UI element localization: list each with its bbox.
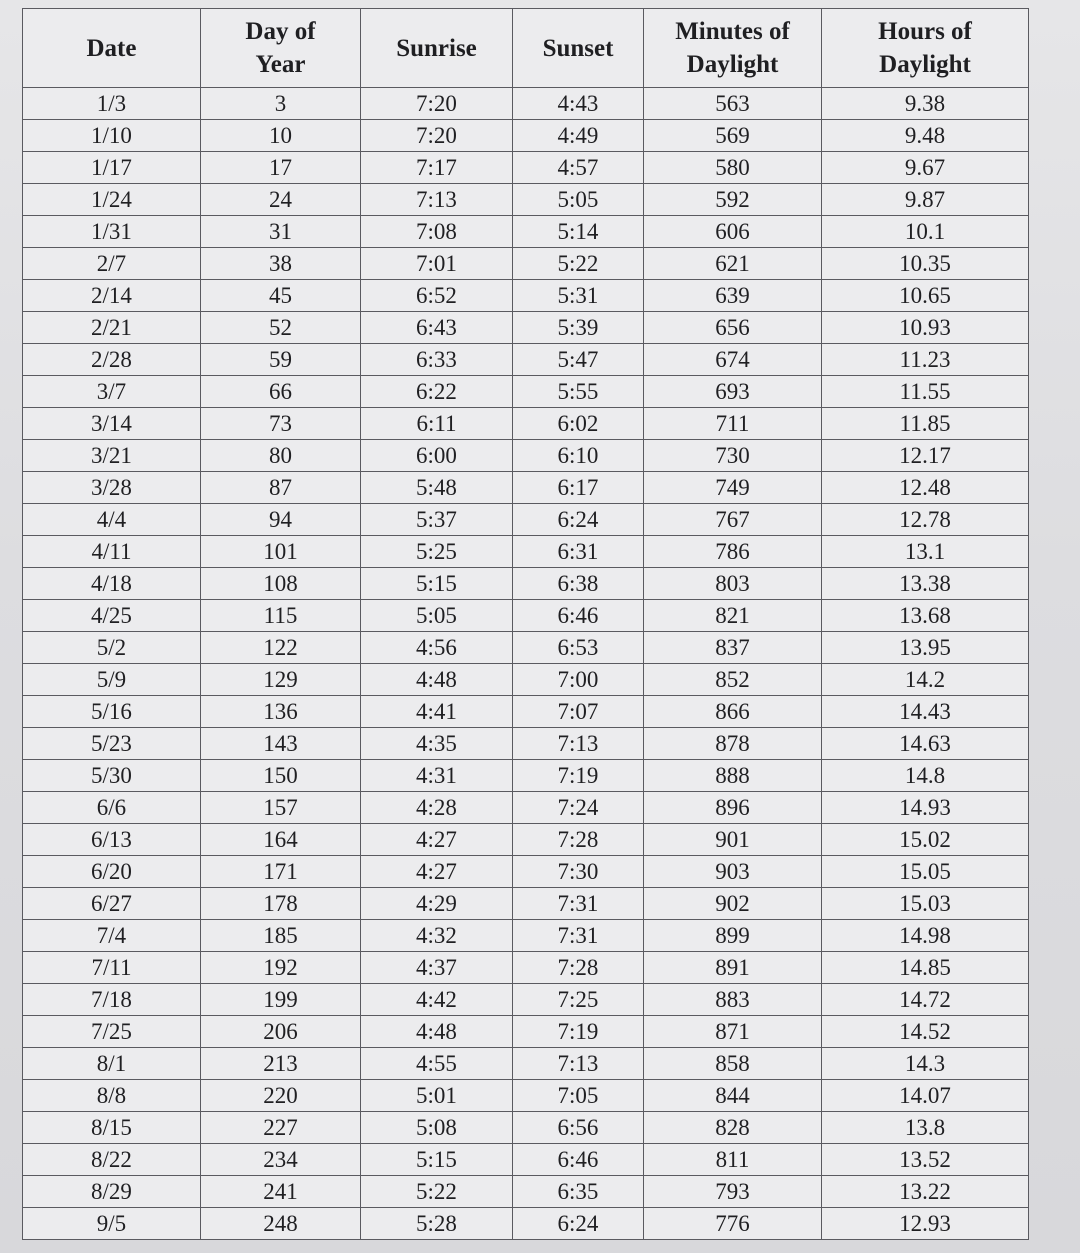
day-of-year-cell: 115 [201, 600, 361, 632]
hours-cell: 14.93 [822, 792, 1029, 824]
day-of-year-cell: 108 [201, 568, 361, 600]
sunrise-cell: 4:55 [361, 1048, 513, 1080]
hours-cell: 14.52 [822, 1016, 1029, 1048]
sunset-cell: 5:39 [513, 312, 644, 344]
header-day-of-year [201, 9, 361, 88]
minutes-cell: 749 [644, 472, 822, 504]
sunset-cell: 5:55 [513, 376, 644, 408]
day-of-year-cell: 45 [201, 280, 361, 312]
table-row [23, 856, 1029, 888]
hours-cell: 13.38 [822, 568, 1029, 600]
minutes-cell: 711 [644, 408, 822, 440]
date-cell: 6/13 [23, 824, 201, 856]
table-row [23, 824, 1029, 856]
sunset-cell: 7:30 [513, 856, 644, 888]
sunrise-cell: 4:42 [361, 984, 513, 1016]
minutes-cell: 844 [644, 1080, 822, 1112]
day-of-year-cell: 73 [201, 408, 361, 440]
date-cell: 9/5 [23, 1208, 201, 1240]
table-row [23, 504, 1029, 536]
sunset-cell: 7:28 [513, 952, 644, 984]
date-cell: 8/22 [23, 1144, 201, 1176]
sunrise-cell: 5:22 [361, 1176, 513, 1208]
sunset-cell: 6:38 [513, 568, 644, 600]
sunset-cell: 7:13 [513, 728, 644, 760]
day-of-year-cell: 185 [201, 920, 361, 952]
hours-cell: 14.98 [822, 920, 1029, 952]
header-date [23, 9, 201, 88]
day-of-year-cell: 199 [201, 984, 361, 1016]
table-row [23, 472, 1029, 504]
hours-cell: 9.87 [822, 184, 1029, 216]
day-of-year-cell: 66 [201, 376, 361, 408]
sunrise-cell: 5:37 [361, 504, 513, 536]
hours-cell: 13.95 [822, 632, 1029, 664]
minutes-cell: 786 [644, 536, 822, 568]
sunset-cell: 7:28 [513, 824, 644, 856]
minutes-cell: 811 [644, 1144, 822, 1176]
date-cell: 3/21 [23, 440, 201, 472]
table-row [23, 600, 1029, 632]
table-row [23, 888, 1029, 920]
hours-cell: 14.85 [822, 952, 1029, 984]
table-row [23, 184, 1029, 216]
day-of-year-cell: 101 [201, 536, 361, 568]
header-sunrise-text: Sunrise [396, 34, 477, 62]
header-sunset [513, 9, 644, 88]
minutes-cell: 580 [644, 152, 822, 184]
day-of-year-cell: 234 [201, 1144, 361, 1176]
hours-cell: 10.1 [822, 216, 1029, 248]
minutes-cell: 639 [644, 280, 822, 312]
header-minutes-line1: Minutes of [675, 18, 790, 45]
table-row [23, 344, 1029, 376]
header-date-text: Date [86, 34, 137, 62]
day-of-year-cell: 248 [201, 1208, 361, 1240]
sunrise-cell: 7:17 [361, 152, 513, 184]
minutes-cell: 866 [644, 696, 822, 728]
table-row [23, 728, 1029, 760]
table-row [23, 760, 1029, 792]
date-cell: 5/16 [23, 696, 201, 728]
date-cell: 4/25 [23, 600, 201, 632]
minutes-cell: 693 [644, 376, 822, 408]
minutes-cell: 569 [644, 120, 822, 152]
table-row [23, 1048, 1029, 1080]
day-of-year-cell: 220 [201, 1080, 361, 1112]
sunset-cell: 6:46 [513, 600, 644, 632]
day-of-year-cell: 52 [201, 312, 361, 344]
table-row [23, 152, 1029, 184]
minutes-cell: 730 [644, 440, 822, 472]
sunrise-cell: 4:56 [361, 632, 513, 664]
table-row [23, 216, 1029, 248]
table-row [23, 1144, 1029, 1176]
sunrise-cell: 4:29 [361, 888, 513, 920]
day-of-year-cell: 59 [201, 344, 361, 376]
sunrise-cell: 7:13 [361, 184, 513, 216]
hours-cell: 9.67 [822, 152, 1029, 184]
hours-cell: 10.93 [822, 312, 1029, 344]
sunrise-cell: 6:11 [361, 408, 513, 440]
header-day-of-year-line2: Year [255, 51, 306, 78]
date-cell: 8/29 [23, 1176, 201, 1208]
day-of-year-cell: 129 [201, 664, 361, 696]
sunset-cell: 5:22 [513, 248, 644, 280]
date-cell: 2/14 [23, 280, 201, 312]
hours-cell: 12.78 [822, 504, 1029, 536]
sunrise-cell: 4:32 [361, 920, 513, 952]
day-of-year-cell: 122 [201, 632, 361, 664]
hours-cell: 11.55 [822, 376, 1029, 408]
sunrise-cell: 7:01 [361, 248, 513, 280]
day-of-year-cell: 80 [201, 440, 361, 472]
minutes-cell: 606 [644, 216, 822, 248]
table-row [23, 88, 1029, 120]
minutes-cell: 803 [644, 568, 822, 600]
table-row [23, 440, 1029, 472]
date-cell: 2/28 [23, 344, 201, 376]
day-of-year-cell: 213 [201, 1048, 361, 1080]
sunset-cell: 6:17 [513, 472, 644, 504]
day-of-year-cell: 3 [201, 88, 361, 120]
sunset-cell: 4:57 [513, 152, 644, 184]
header-hours-of-daylight [822, 9, 1029, 88]
date-cell: 2/21 [23, 312, 201, 344]
hours-cell: 11.23 [822, 344, 1029, 376]
minutes-cell: 871 [644, 1016, 822, 1048]
day-of-year-cell: 150 [201, 760, 361, 792]
header-minutes-of-daylight [644, 9, 822, 88]
sunrise-cell: 4:31 [361, 760, 513, 792]
day-of-year-cell: 164 [201, 824, 361, 856]
minutes-cell: 888 [644, 760, 822, 792]
sunrise-cell: 5:05 [361, 600, 513, 632]
minutes-cell: 776 [644, 1208, 822, 1240]
minutes-cell: 896 [644, 792, 822, 824]
date-cell: 5/9 [23, 664, 201, 696]
table-row [23, 248, 1029, 280]
header-hours-line1: Hours of [878, 18, 972, 45]
date-cell: 4/11 [23, 536, 201, 568]
date-cell: 7/18 [23, 984, 201, 1016]
day-of-year-cell: 136 [201, 696, 361, 728]
sunset-cell: 7:31 [513, 888, 644, 920]
sunset-cell: 6:53 [513, 632, 644, 664]
sunrise-cell: 6:22 [361, 376, 513, 408]
date-cell: 4/4 [23, 504, 201, 536]
sunrise-cell: 7:20 [361, 120, 513, 152]
minutes-cell: 674 [644, 344, 822, 376]
date-cell: 8/15 [23, 1112, 201, 1144]
minutes-cell: 891 [644, 952, 822, 984]
day-of-year-cell: 38 [201, 248, 361, 280]
table-row [23, 1080, 1029, 1112]
date-cell: 1/17 [23, 152, 201, 184]
sunrise-cell: 4:48 [361, 1016, 513, 1048]
hours-cell: 12.48 [822, 472, 1029, 504]
day-of-year-cell: 192 [201, 952, 361, 984]
sunset-cell: 6:56 [513, 1112, 644, 1144]
hours-cell: 14.07 [822, 1080, 1029, 1112]
date-cell: 3/14 [23, 408, 201, 440]
minutes-cell: 902 [644, 888, 822, 920]
hours-cell: 13.1 [822, 536, 1029, 568]
hours-cell: 15.03 [822, 888, 1029, 920]
date-cell: 1/10 [23, 120, 201, 152]
hours-cell: 14.63 [822, 728, 1029, 760]
minutes-cell: 821 [644, 600, 822, 632]
sunrise-cell: 4:37 [361, 952, 513, 984]
sunset-cell: 6:46 [513, 1144, 644, 1176]
sunrise-cell: 5:15 [361, 568, 513, 600]
table-row [23, 920, 1029, 952]
day-of-year-cell: 171 [201, 856, 361, 888]
day-of-year-cell: 241 [201, 1176, 361, 1208]
daylight-table [22, 8, 1029, 1240]
date-cell: 4/18 [23, 568, 201, 600]
date-cell: 7/25 [23, 1016, 201, 1048]
table-row [23, 312, 1029, 344]
sunset-cell: 7:05 [513, 1080, 644, 1112]
sunset-cell: 5:31 [513, 280, 644, 312]
sunrise-cell: 6:52 [361, 280, 513, 312]
sunrise-cell: 4:48 [361, 664, 513, 696]
sunset-cell: 6:31 [513, 536, 644, 568]
hours-cell: 12.93 [822, 1208, 1029, 1240]
sunset-cell: 7:31 [513, 920, 644, 952]
sunset-cell: 6:35 [513, 1176, 644, 1208]
header-day-of-year-line1: Day of [245, 18, 316, 45]
table-row [23, 952, 1029, 984]
day-of-year-cell: 143 [201, 728, 361, 760]
table-body [23, 88, 1029, 1240]
sunrise-cell: 6:33 [361, 344, 513, 376]
table-row [23, 1176, 1029, 1208]
sunrise-cell: 4:35 [361, 728, 513, 760]
sunrise-cell: 4:27 [361, 856, 513, 888]
day-of-year-cell: 157 [201, 792, 361, 824]
sunrise-cell: 6:43 [361, 312, 513, 344]
minutes-cell: 793 [644, 1176, 822, 1208]
hours-cell: 12.17 [822, 440, 1029, 472]
sunset-cell: 7:00 [513, 664, 644, 696]
sunset-cell: 7:19 [513, 760, 644, 792]
table-row [23, 1016, 1029, 1048]
sunrise-cell: 4:28 [361, 792, 513, 824]
sunset-cell: 4:49 [513, 120, 644, 152]
minutes-cell: 767 [644, 504, 822, 536]
sunset-cell: 6:24 [513, 504, 644, 536]
date-cell: 8/8 [23, 1080, 201, 1112]
table-row [23, 664, 1029, 696]
sunrise-cell: 5:25 [361, 536, 513, 568]
sunrise-cell: 7:08 [361, 216, 513, 248]
hours-cell: 14.2 [822, 664, 1029, 696]
sunrise-cell: 5:28 [361, 1208, 513, 1240]
hours-cell: 14.43 [822, 696, 1029, 728]
sunrise-cell: 7:20 [361, 88, 513, 120]
sunrise-cell: 5:01 [361, 1080, 513, 1112]
hours-cell: 14.3 [822, 1048, 1029, 1080]
table-row [23, 568, 1029, 600]
day-of-year-cell: 206 [201, 1016, 361, 1048]
hours-cell: 13.22 [822, 1176, 1029, 1208]
minutes-cell: 858 [644, 1048, 822, 1080]
minutes-cell: 901 [644, 824, 822, 856]
header-minutes-line2: Daylight [686, 51, 779, 78]
date-cell: 7/4 [23, 920, 201, 952]
minutes-cell: 656 [644, 312, 822, 344]
table-row [23, 1208, 1029, 1240]
sunset-cell: 6:02 [513, 408, 644, 440]
hours-cell: 9.48 [822, 120, 1029, 152]
date-cell: 5/23 [23, 728, 201, 760]
minutes-cell: 837 [644, 632, 822, 664]
date-cell: 3/28 [23, 472, 201, 504]
date-cell: 1/24 [23, 184, 201, 216]
sunset-cell: 5:47 [513, 344, 644, 376]
date-cell: 8/1 [23, 1048, 201, 1080]
sunset-cell: 6:24 [513, 1208, 644, 1240]
table-row [23, 376, 1029, 408]
sunset-cell: 7:19 [513, 1016, 644, 1048]
sunset-cell: 5:05 [513, 184, 644, 216]
sunrise-cell: 4:41 [361, 696, 513, 728]
day-of-year-cell: 10 [201, 120, 361, 152]
minutes-cell: 878 [644, 728, 822, 760]
sunset-cell: 7:07 [513, 696, 644, 728]
hours-cell: 11.85 [822, 408, 1029, 440]
sunrise-cell: 5:15 [361, 1144, 513, 1176]
sunrise-cell: 5:48 [361, 472, 513, 504]
date-cell: 3/7 [23, 376, 201, 408]
date-cell: 7/11 [23, 952, 201, 984]
date-cell: 6/6 [23, 792, 201, 824]
table-row [23, 984, 1029, 1016]
hours-cell: 13.52 [822, 1144, 1029, 1176]
hours-cell: 14.72 [822, 984, 1029, 1016]
table-row [23, 696, 1029, 728]
hours-cell: 13.68 [822, 600, 1029, 632]
hours-cell: 10.35 [822, 248, 1029, 280]
table-row [23, 120, 1029, 152]
header-sunset-text: Sunset [542, 34, 614, 62]
minutes-cell: 899 [644, 920, 822, 952]
hours-cell: 15.02 [822, 824, 1029, 856]
date-cell: 5/30 [23, 760, 201, 792]
date-cell: 6/27 [23, 888, 201, 920]
header-sunrise [361, 9, 513, 88]
day-of-year-cell: 227 [201, 1112, 361, 1144]
hours-cell: 10.65 [822, 280, 1029, 312]
day-of-year-cell: 31 [201, 216, 361, 248]
sunset-cell: 7:13 [513, 1048, 644, 1080]
table-row [23, 408, 1029, 440]
minutes-cell: 621 [644, 248, 822, 280]
minutes-cell: 828 [644, 1112, 822, 1144]
hours-cell: 13.8 [822, 1112, 1029, 1144]
minutes-cell: 592 [644, 184, 822, 216]
minutes-cell: 852 [644, 664, 822, 696]
header-row [23, 9, 1029, 88]
minutes-cell: 903 [644, 856, 822, 888]
sunset-cell: 7:24 [513, 792, 644, 824]
sunset-cell: 5:14 [513, 216, 644, 248]
minutes-cell: 883 [644, 984, 822, 1016]
date-cell: 2/7 [23, 248, 201, 280]
header-hours-line2: Daylight [879, 51, 971, 78]
table-row [23, 632, 1029, 664]
day-of-year-cell: 87 [201, 472, 361, 504]
sunset-cell: 7:25 [513, 984, 644, 1016]
table-row [23, 1112, 1029, 1144]
hours-cell: 14.8 [822, 760, 1029, 792]
day-of-year-cell: 94 [201, 504, 361, 536]
date-cell: 1/31 [23, 216, 201, 248]
daylight-sheet [22, 8, 1028, 1240]
sunrise-cell: 5:08 [361, 1112, 513, 1144]
date-cell: 5/2 [23, 632, 201, 664]
sunset-cell: 6:10 [513, 440, 644, 472]
sunrise-cell: 6:00 [361, 440, 513, 472]
hours-cell: 9.38 [822, 88, 1029, 120]
date-cell: 6/20 [23, 856, 201, 888]
day-of-year-cell: 178 [201, 888, 361, 920]
sunset-cell: 4:43 [513, 88, 644, 120]
table-row [23, 536, 1029, 568]
sunrise-cell: 4:27 [361, 824, 513, 856]
table-row [23, 280, 1029, 312]
table-row [23, 792, 1029, 824]
minutes-cell: 563 [644, 88, 822, 120]
day-of-year-cell: 17 [201, 152, 361, 184]
date-cell: 1/3 [23, 88, 201, 120]
hours-cell: 15.05 [822, 856, 1029, 888]
day-of-year-cell: 24 [201, 184, 361, 216]
